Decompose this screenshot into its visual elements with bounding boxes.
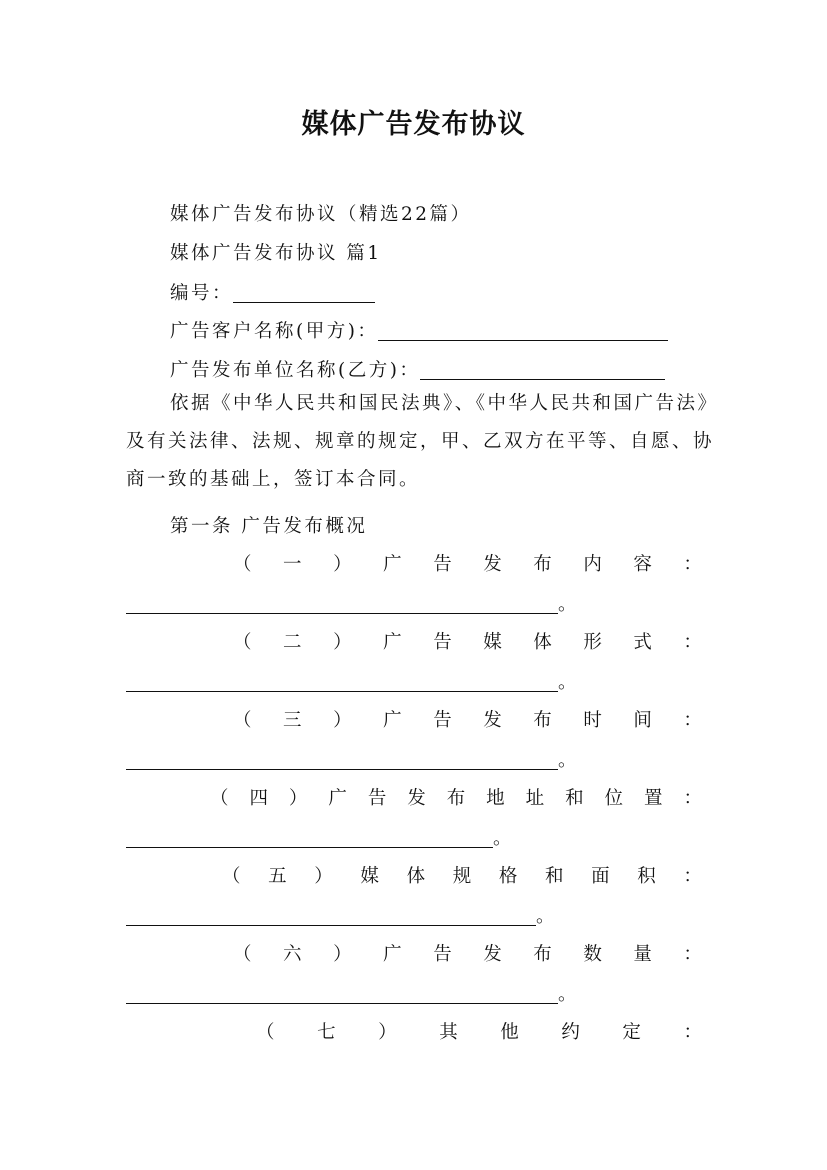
party-a-row [170,317,668,343]
item-label-char: ） [378,1022,397,1043]
number-blank [233,282,375,303]
item-label-char: 定 [622,1022,641,1043]
item-label-char: 他 [500,1022,519,1043]
item-label-char: 广 [383,554,402,575]
article1-heading: 第一条 广告发布概况 [170,516,368,537]
item-end-mark: 。 [493,828,512,849]
item-label-char: 告 [433,944,452,965]
item-label-char: （ [233,710,252,731]
item-end-mark: 。 [558,984,577,1005]
item-label-char: ： [683,554,702,575]
intro-line: 媒体广告发布协议（精选22篇） [170,204,472,225]
item-label-char: ） [288,788,308,809]
number-label: 编号： [170,283,234,304]
item-label-char: （ [233,632,252,653]
item-label-char: 媒 [360,866,379,887]
item-label-char: 媒 [483,632,502,653]
party-a-blank [378,320,668,341]
item-label-char: 广 [328,788,347,809]
item-label-char: 形 [583,632,602,653]
item-label-char: ： [683,710,702,731]
item-label-char: 规 [452,866,472,887]
item-blank-row [126,668,577,694]
basis-paragraph: 依据《中华人民共和国民法典》、《中华人民共和国广告法》及有关法律、法规、规章的规定，甲、乙双方在平等、自愿、协商一致的基础上，签订本合同。 [126,393,715,490]
item-blank-row [126,590,577,616]
party-b-blank [420,359,665,380]
item-blank [126,829,493,848]
item-label-char: 时 [583,710,602,731]
item-label-char: ： [683,1022,702,1043]
item-label-row [233,550,702,576]
item-label-char: ） [333,710,352,731]
item-label-row [233,628,702,654]
item-label-char: 二 [283,632,302,653]
item-label-char: 数 [583,944,602,965]
item-label-char: 四 [249,788,268,809]
item-label-char: 体 [533,632,552,653]
number-field-row [170,279,375,305]
item-label-row [233,706,702,732]
item-label-char: （ [256,1022,275,1043]
item-label-char: 告 [433,554,452,575]
item-label-char: 体 [406,866,426,887]
item-label-char: 六 [283,944,302,965]
item-blank [126,673,558,692]
item-blank-row [126,980,577,1006]
item-label-char: 位 [604,788,624,809]
item-label-char: 约 [561,1022,580,1043]
item-label-char: 布 [533,554,552,575]
item-blank-row [126,824,512,850]
item-label-char: 内 [583,554,602,575]
item-label-char: （ [222,866,241,887]
item-blank-row [126,746,577,772]
item-label-char: 七 [317,1022,336,1043]
item-label-char: 发 [483,554,502,575]
section-heading: 媒体广告发布协议 篇1 [170,243,382,264]
item-label-char: 一 [283,554,302,575]
item-label-char: 容 [633,554,652,575]
item-blank-row [126,902,555,928]
item-label-char: 广 [383,944,402,965]
item-label-char: 式 [633,632,652,653]
document-title: 媒体广告发布协议 [301,109,526,140]
party-a-label: 广告客户名称(甲方)： [170,321,379,342]
item-label-row [222,862,702,888]
item-label-char: 五 [268,866,287,887]
item-label-row [210,784,702,810]
item-label-char: 和 [544,866,564,887]
item-label-row [256,1018,702,1044]
item-label-char: 地 [486,788,505,809]
item-end-mark: 。 [558,672,577,693]
item-label-char: 告 [433,632,452,653]
item-blank [126,751,558,770]
item-label-char: 积 [637,866,656,887]
item-label-char: 布 [533,710,552,731]
item-label-char: 和 [565,788,584,809]
item-end-mark: 。 [558,750,577,771]
item-label-char: 间 [633,710,652,731]
item-label-char: ） [333,944,352,965]
item-label-char: （ [210,788,229,809]
item-label-char: ） [314,866,333,887]
item-label-row [233,940,702,966]
item-label-char: ） [333,554,352,575]
item-blank [126,595,558,614]
item-end-mark: 。 [558,594,577,615]
item-label-char: 告 [367,788,387,809]
item-label-char: 布 [446,788,466,809]
item-label-char: 发 [483,944,502,965]
item-label-char: 格 [498,866,518,887]
item-label-char: 广 [383,710,402,731]
item-label-char: 址 [525,788,545,809]
party-b-row [170,356,665,382]
item-label-char: 其 [439,1022,458,1043]
item-label-char: 发 [407,788,426,809]
item-label-char: 广 [383,632,402,653]
item-label-char: 布 [533,944,552,965]
item-label-char: 量 [633,944,652,965]
item-label-char: （ [233,554,252,575]
item-blank [126,907,536,926]
item-label-char: 三 [283,710,302,731]
item-label-char: 告 [433,710,452,731]
item-label-char: （ [233,944,252,965]
party-b-label: 广告发布单位名称(乙方)： [170,360,421,381]
item-label-char: ） [333,632,352,653]
item-label-char: ： [683,632,702,653]
item-label-char: ： [683,866,702,887]
item-label-char: 发 [483,710,502,731]
item-blank [126,985,558,1004]
item-label-char: ： [683,944,702,965]
item-end-mark: 。 [536,906,555,927]
item-label-char: ： [683,788,702,809]
item-label-char: 面 [591,866,610,887]
item-label-char: 置 [643,788,663,809]
